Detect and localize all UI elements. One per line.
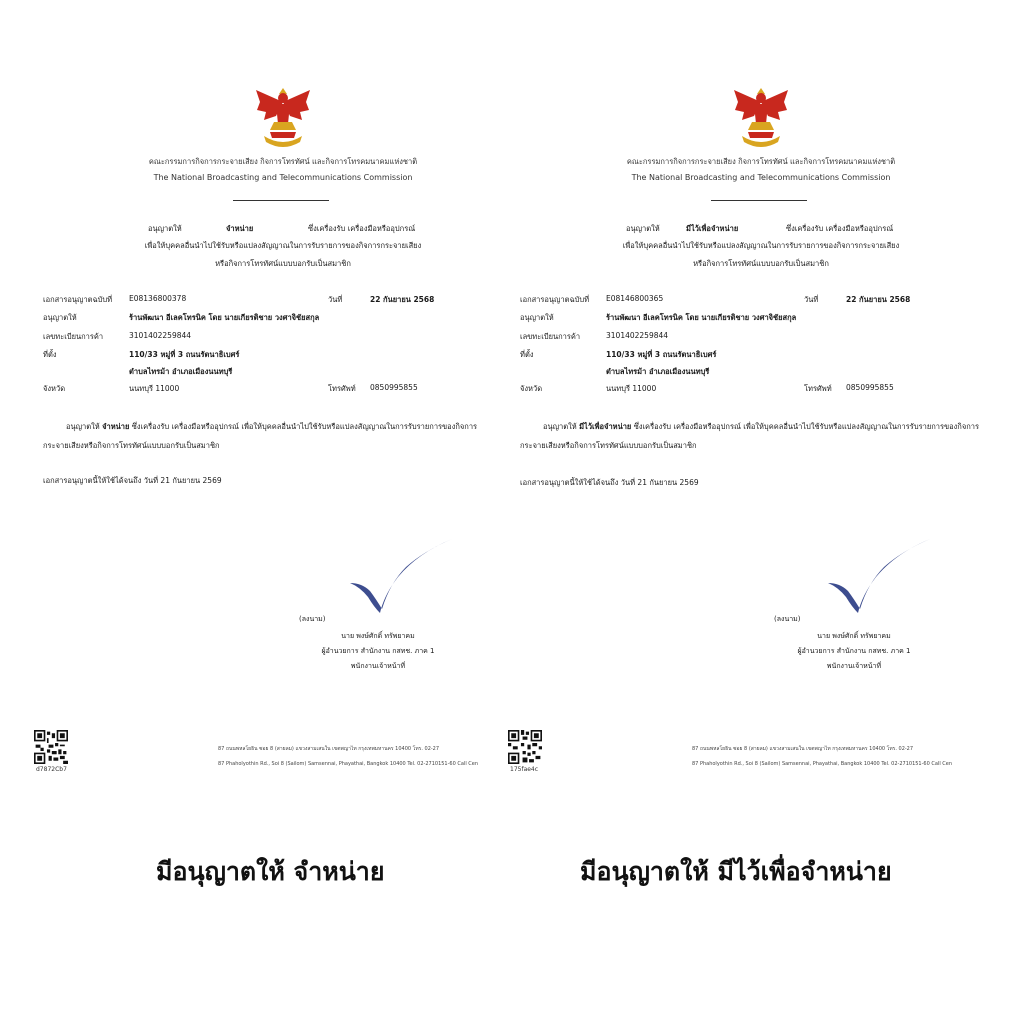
signer-name: นาย พงษ์ศักดิ์ ทรัพยาคม — [817, 632, 891, 640]
province: นนทบุรี 11000 — [606, 384, 657, 393]
footer-address: 87 ถนนพหลโยธิน ซอย 8 (สายลม) แขวงสามเสนใน เขตพญาไท กรุงเทพมหานคร 10400 โทร. 02-27 87 Phaholyothin Rd., Soi 8 (Sailom) Samsennai, Phayathai, Bangkok 10400 Tel. 02-2710151-60 Call Cen — [692, 746, 953, 767]
qr-code-text: 175fae4c — [510, 766, 539, 773]
qr-code-icon — [508, 730, 542, 764]
body-activity: จำหน่าย — [102, 422, 130, 431]
device-clause: ซึ่งเครื่องรับ เครื่องมือหรืออุปกรณ์ — [786, 224, 894, 233]
doc-number: E08136800378 — [129, 294, 187, 303]
license-body: อนุญาตให้ จำหน่าย ซึ่งเครื่องรับ เครื่องมือหรืออุปกรณ์ เพื่อให้บุคคลอื่นนำไปใช้รับหรือแปลงสัญญาณในการรับรายการของกิจการ กระจายเสียงหรือกิจการโทรทัศน์แบบบอกรับเป็นสมาชิก — [43, 422, 478, 450]
date-label: วันที่ — [804, 295, 819, 304]
qr-code-icon — [34, 730, 68, 764]
signer-role: พนักงานเจ้าหน้าที่ — [826, 662, 882, 670]
sign-label: (ลงนาม) — [299, 615, 326, 623]
divider — [233, 200, 329, 201]
org-name-english: The National Broadcasting and Telecommunications Commission — [153, 173, 413, 182]
doc-number: E08146800365 — [606, 294, 664, 303]
garuda-emblem-icon — [254, 82, 312, 150]
caption-hold-for-sale: มีอนุญาตให้ มีไว้เพื่อจำหน่าย — [580, 857, 892, 886]
address-line-1: 110/33 หมู่ที่ 3 ถนนรัตนาธิเบศร์ — [129, 350, 240, 359]
province: นนทบุรี 11000 — [129, 384, 180, 393]
license-document-hold-for-sale: คณะกรรมการกิจการกระจายเสียง กิจการโทรทัศน์ และกิจการโทรคมนาคมแห่งชาติ The National Broadcasting and Telecommunications Commission อนุญาตให้ มีไว้เพื่อจำหน่าย ซึ่งเครื่องรับ เครื่องมือหรืออุปกรณ์ เพื่อให้บุคคลอื่นนำไปใช้รับหรือแปลงสัญญาณในการรับรายการของกิจการกระจายเสียง หรือกิจการโทรทัศน์แบบบอกรับเป็นสมาชิก เอกสารอนุญาตฉบับที่ E08146800365 วันที่ 22 กันยายน 2568 อนุญาตให้ ร้านพัฒนา อีเลคโทรนิค โดย นายเกียรติชาย วงศาจิชัยสกุล เลขทะเบียนการค้า 3101402259844 ที่ตั้ง 110/33 หมู่ที่ 3 ถนนรัตนาธิเบศร์ ตำบลไทรม้า อำเภอเมืองนนทบุรี จังหวัด นนทบุรี 11000 โทรศัพท์ 0850995855 อนุญาตให้ มีไว้เพื่อจำหน่าย ซึ่งเครื่องรับ เครื่องมือหรืออุปกรณ์ เพื่อให้บุคคลอื่นนำไปใช้รับหรือแปลงสัญญาณในการรับรายการของกิจการ กระจายเสียงหรือกิจการโทรทัศน์แบบบอกรับเป็นสมาชิก เอกสารอนุญาตนี้ให้ใช้ได้จนถึง วันที่ 21 กันยายน 2569 (ลงนาม) นาย พงษ์ศักดิ์ ทรัพยาคม ผู้อำนวยการ สำนักงาน กสทช. ภาค 1 พนักงานเจ้าหน้าที่ 175fae4c 87 ถนนพหลโยธิน ซอย 8 (สายลม) แขวงสามเสนใน เขตพญาไท กรุงเทพมหานคร 10400 โทร. 02-27 87 Phaholyothin Rd., Soi 8 (Sailom) Samsennai, Phayathai, Bangkok 10400 Tel. 02-2710151-60 Call Cen — [506, 0, 996, 800]
granted-label: อนุญาตให้ — [148, 224, 182, 233]
body-activity: มีไว้เพื่อจำหน่าย — [579, 422, 632, 431]
signer-block — [754, 629, 954, 674]
reg-number: 3101402259844 — [129, 331, 192, 340]
grantee-name: ร้านพัฒนา อีเลคโทรนิค โดย นายเกียรติชาย วงศาจิชัยสกุล — [129, 313, 320, 322]
phone-number: 0850995855 — [846, 383, 894, 392]
signature-image — [824, 535, 934, 615]
permit-purpose: เพื่อให้บุคคลอื่นนำไปใช้รับหรือแปลงสัญญาณในการรับรายการของกิจการกระจายเสียง — [144, 241, 422, 250]
reg-number: 3101402259844 — [606, 331, 669, 340]
validity-note: เอกสารอนุญาตนี้ให้ใช้ได้จนถึง วันที่ 21 กันยายน 2569 — [520, 478, 699, 487]
phone-label: โทรศัพท์ — [328, 384, 356, 393]
address-line-2: ตำบลไทรม้า อำเภอเมืองนนทบุรี — [606, 367, 710, 376]
divider — [711, 200, 807, 201]
org-name-thai: คณะกรรมการกิจการกระจายเสียง กิจการโทรทัศน์ และกิจการโทรคมนาคมแห่งชาติ — [148, 157, 418, 166]
signer-name: นาย พงษ์ศักดิ์ ทรัพยาคม — [341, 632, 415, 640]
garuda-emblem-icon — [732, 82, 790, 150]
signer-role: พนักงานเจ้าหน้าที่ — [350, 662, 406, 670]
caption-sell: มีอนุญาตให้ จำหน่าย — [156, 857, 385, 886]
sign-label: (ลงนาม) — [774, 615, 801, 623]
permit-activity: จำหน่าย — [226, 224, 254, 233]
org-name-thai: คณะกรรมการกิจการกระจายเสียง กิจการโทรทัศน์ และกิจการโทรคมนาคมแห่งชาติ — [626, 157, 896, 166]
granted-label: อนุญาตให้ — [626, 224, 660, 233]
phone-label: โทรศัพท์ — [804, 384, 832, 393]
date-label: วันที่ — [328, 295, 343, 304]
issue-date: 22 กันยายน 2568 — [846, 295, 911, 304]
address-line-2: ตำบลไทรม้า อำเภอเมืองนนทบุรี — [129, 367, 233, 376]
issue-date: 22 กันยายน 2568 — [370, 295, 435, 304]
permit-scope: หรือกิจการโทรทัศน์แบบบอกรับเป็นสมาชิก — [693, 259, 829, 268]
phone-number: 0850995855 — [370, 383, 418, 392]
qr-code-text: d7872Cb7 — [36, 766, 67, 773]
validity-note: เอกสารอนุญาตนี้ให้ใช้ได้จนถึง วันที่ 21 กันยายน 2569 — [43, 476, 222, 485]
permit-activity: มีไว้เพื่อจำหน่าย — [686, 224, 739, 233]
signer-title: ผู้อำนวยการ สำนักงาน กสทช. ภาค 1 — [321, 647, 435, 655]
permit-scope: หรือกิจการโทรทัศน์แบบบอกรับเป็นสมาชิก — [215, 259, 351, 268]
device-clause: ซึ่งเครื่องรับ เครื่องมือหรืออุปกรณ์ — [308, 224, 416, 233]
grantee-name: ร้านพัฒนา อีเลคโทรนิค โดย นายเกียรติชาย วงศาจิชัยสกุล — [606, 313, 797, 322]
license-body: อนุญาตให้ มีไว้เพื่อจำหน่าย ซึ่งเครื่องรับ เครื่องมือหรืออุปกรณ์ เพื่อให้บุคคลอื่นนำไปใช้รับหรือแปลงสัญญาณในการรับรายการของกิจการ กระจายเสียงหรือกิจการโทรทัศน์แบบบอกรับเป็นสมาชิก — [520, 422, 980, 450]
permit-purpose: เพื่อให้บุคคลอื่นนำไปใช้รับหรือแปลงสัญญาณในการรับรายการของกิจการกระจายเสียง — [622, 241, 900, 250]
signature-image — [346, 535, 456, 615]
license-document-sell: คณะกรรมการกิจการกระจายเสียง กิจการโทรทัศน์ และกิจการโทรคมนาคมแห่งชาติ The National Broadcasting and Telecommunications Commission อนุญาตให้ จำหน่าย ซึ่งเครื่องรับ เครื่องมือหรืออุปกรณ์ เพื่อให้บุคคลอื่นนำไปใช้รับหรือแปลงสัญญาณในการรับรายการของกิจการกระจายเสียง หรือกิจการโทรทัศน์แบบบอกรับเป็นสมาชิก เอกสารอนุญาตฉบับที่ E08136800378 วันที่ 22 กันยายน 2568 อนุญาตให้ ร้านพัฒนา อีเลคโทรนิค โดย นายเกียรติชาย วงศาจิชัยสกุล เลขทะเบียนการค้า 3101402259844 ที่ตั้ง 110/33 หมู่ที่ 3 ถนนรัตนาธิเบศร์ ตำบลไทรม้า อำเภอเมืองนนทบุรี จังหวัด นนทบุรี 11000 โทรศัพท์ 0850995855 อนุญาตให้ จำหน่าย ซึ่งเครื่องรับ เครื่องมือหรืออุปกรณ์ เพื่อให้บุคคลอื่นนำไปใช้รับหรือแปลงสัญญาณในการรับรายการของกิจการ กระจายเสียงหรือกิจการโทรทัศน์แบบบอกรับเป็นสมาชิก เอกสารอนุญาตนี้ให้ใช้ได้จนถึง วันที่ 21 กันยายน 2569 (ลงนาม) นาย พงษ์ศักดิ์ ทรัพยาคม ผู้อำนวยการ สำนักงาน กสทช. ภาค 1 พนักงานเจ้าหน้าที่ d7872Cb7 87 ถนนพหลโยธิน ซอย 8 (สายลม) แขวงสามเสนใน เขตพญาไท กรุงเทพมหานคร 10400 โทร. 02-27 87 Phaholyothin Rd., Soi 8 (Sailom) Samsennai, Phayathai, Bangkok 10400 Tel. 02-2710151-60 Call Cen — [28, 0, 518, 800]
address-line-1: 110/33 หมู่ที่ 3 ถนนรัตนาธิเบศร์ — [606, 350, 717, 359]
org-name-english: The National Broadcasting and Telecommunications Commission — [631, 173, 891, 182]
footer-address: 87 ถนนพหลโยธิน ซอย 8 (สายลม) แขวงสามเสนใน เขตพญาไท กรุงเทพมหานคร 10400 โทร. 02-27 87 Phaholyothin Rd., Soi 8 (Sailom) Samsennai, Phayathai, Bangkok 10400 Tel. 02-2710151-60 Call Cen — [218, 746, 479, 767]
signer-block — [278, 629, 478, 674]
signer-title: ผู้อำนวยการ สำนักงาน กสทช. ภาค 1 — [797, 647, 911, 655]
